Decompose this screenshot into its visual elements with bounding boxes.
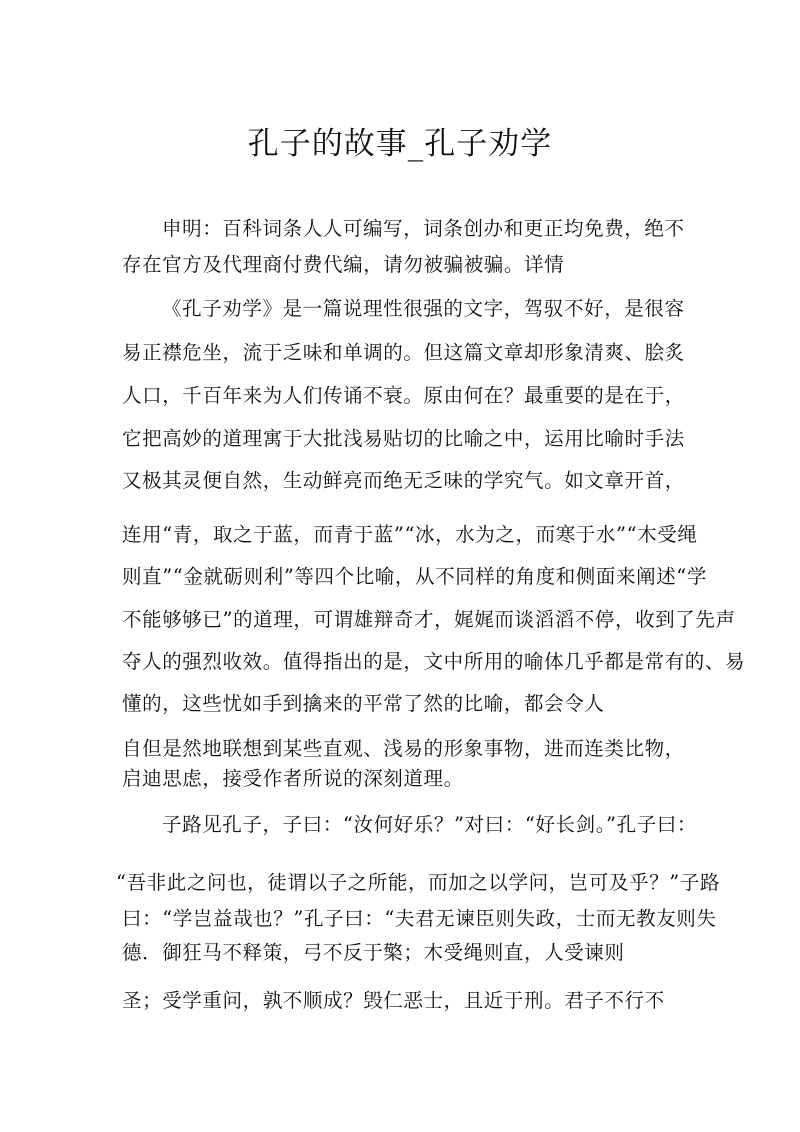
paragraph-line: 易正襟危坐，流于乏味和单调的。但这篇文章却形象清爽、脍炙	[122, 341, 685, 364]
paragraph-line: 它把高妙的道理寓于大批浅易贴切的比喻之中，运用比喻时手法	[122, 427, 685, 450]
paragraph-line: 夺人的强烈收效。值得指出的是，文中所用的喻体几乎都是常有的、易	[122, 650, 746, 673]
paragraph-line: 连用“青，取之于蓝，而青于蓝”“冰，水为之，而寒于水”“木受绳	[122, 523, 698, 546]
paragraph-line: 存在官方及代理商付费代编，请勿被骗被骗。详情	[122, 253, 565, 276]
paragraph-line: 自但是然地联想到某些直观、浅易的形象事物，进而连类比物，	[122, 737, 685, 760]
paragraph-line: 子路见孔子，子曰：“汝何好乐？”对曰：“好长剑。”孔子曰：	[162, 813, 698, 836]
paragraph-line: 曰：“学岂益哉也？”孔子曰：“夫君无谏臣则失政，士而无教友则失	[122, 907, 717, 930]
paragraph-line: 德．御狂马不释策，弓不反于檠；木受绳则直，人受谏则	[122, 941, 625, 964]
paragraph-line: 懂的，这些忧如手到擒来的平常了然的比喻，都会令人	[122, 692, 605, 715]
paragraph-line: 人口，千百年来为人们传诵不衰。原由何在？最重要的是在于，	[122, 384, 685, 407]
paragraph-line: 申明：百科词条人人可编写，词条创办和更正均免费，绝不	[162, 217, 685, 240]
paragraph-line: 圣；受学重问，孰不顺成？毁仁恶士，且近于刑。君子不行不	[122, 989, 665, 1012]
paragraph-line: 不能够够已”的道理，可谓雄辩奇才，娓娓而谈滔滔不停，收到了先声	[122, 608, 736, 631]
paragraph-line: “吾非此之问也，徒谓以子之所能，而加之以学问，岂可及乎？”子路	[116, 871, 721, 894]
paragraph-line: 《孔子劝学》是一篇说理性很强的文字，驾驭不好，是很容	[162, 297, 685, 320]
paragraph-line: 则直”“金就砺则利”等四个比喻，从不同样的角度和侧面来阐述“学	[122, 565, 707, 588]
paragraph-line: 启迪思虑，接受作者所说的深刻道理。	[122, 767, 464, 790]
paragraph-line: 又极其灵便自然，生动鲜亮而绝无乏味的学究气。如文章开首，	[122, 469, 685, 492]
page-title: 孔子的故事_孔子劝学	[247, 126, 553, 162]
